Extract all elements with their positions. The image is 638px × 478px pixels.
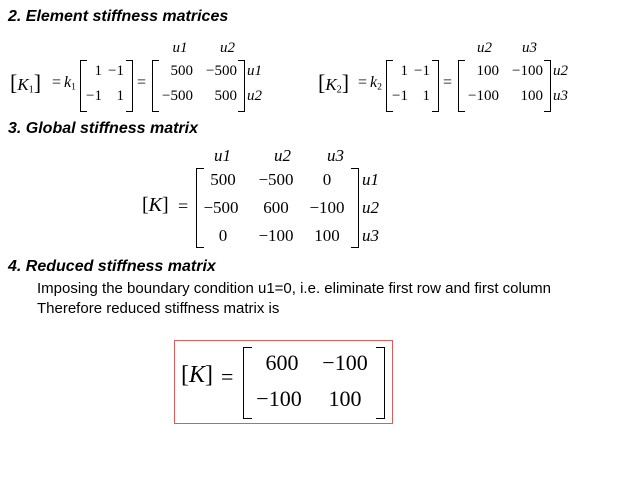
k2-unit-cell: −1 <box>414 63 430 79</box>
k1-row-label: u2 <box>247 88 262 104</box>
global-col-label: u2 <box>274 146 291 165</box>
k2-scalar-symbol: k <box>370 74 378 91</box>
k1-matrix-cell: 500 <box>170 63 193 79</box>
k1-matrix-bracket-right <box>238 60 245 112</box>
global-matrix-cell: 100 <box>314 226 340 245</box>
global-col-label: u1 <box>214 146 231 165</box>
section-2-heading: 2. Element stiffness matrices <box>8 8 229 25</box>
global-matrix-cell: 0 <box>322 170 332 189</box>
global-matrix-bracket-right <box>351 168 359 248</box>
k2-unit-cell: 1 <box>422 88 430 104</box>
reduced-lhs: [K] <box>181 362 214 388</box>
k2-matrix-cell: −100 <box>512 63 543 79</box>
k2-scalar-sub: 2 <box>377 81 382 93</box>
k2-unit-bracket-right <box>432 60 439 112</box>
k2-unit-cell: 1 <box>400 63 408 79</box>
global-col-label: u3 <box>327 146 344 165</box>
global-matrix-cell: −100 <box>309 198 345 217</box>
k2-row-label: u2 <box>553 63 568 79</box>
k1-unit-cell: −1 <box>86 88 102 104</box>
section-3-heading: 3. Global stiffness matrix <box>8 120 198 137</box>
global-equals: = <box>178 196 189 216</box>
k1-matrix-cell: 500 <box>214 88 237 104</box>
k1-matrix-cell: −500 <box>162 88 193 104</box>
k2-col-label: u3 <box>522 40 537 56</box>
reduced-intro-text: Therefore reduced stiffness matrix is <box>37 300 280 317</box>
k2-matrix-cell: 100 <box>520 88 543 104</box>
k1-unit-cell: 1 <box>116 88 124 104</box>
k2-lhs-symbol: K <box>325 75 337 94</box>
global-lhs: [K] <box>142 194 169 216</box>
k1-lhs: $[K_1]$ <box>10 70 42 96</box>
k2-matrix-cell: 100 <box>476 63 499 79</box>
k1-matrix-cell: −500 <box>206 63 237 79</box>
k2-matrix-bracket-right <box>544 60 551 112</box>
k2-equals-1: = <box>358 74 368 91</box>
k1-scalar <box>64 74 76 92</box>
global-row-label: u2 <box>362 198 379 217</box>
global-matrix-cell: −500 <box>258 170 294 189</box>
reduced-matrix-cell: 600 <box>265 350 299 375</box>
global-matrix-cell: −100 <box>258 226 294 245</box>
k1-unit-bracket-right <box>126 60 133 112</box>
k1-lhs-symbol: K <box>17 75 29 94</box>
k2-lhs: $[K_2]$ <box>318 70 350 96</box>
reduced-matrix-cell: −100 <box>256 386 302 411</box>
reduced-lhs-symbol: K <box>189 362 206 388</box>
k2-lhs-sub: 2 <box>336 84 342 96</box>
global-matrix-cell: −500 <box>203 198 239 217</box>
global-row-label: u1 <box>362 170 379 189</box>
k2-col-label: u2 <box>477 40 492 56</box>
global-matrix-cell: 0 <box>218 226 228 245</box>
k2-row-label: u3 <box>553 88 568 104</box>
boundary-condition-text: Imposing the boundary condition u1=0, i.e. eliminate first row and first column <box>37 280 552 297</box>
reduced-matrix-cell: −100 <box>322 350 368 375</box>
reduced-equals: = <box>221 364 234 389</box>
k1-row-label: u1 <box>247 63 262 79</box>
global-row-label: u3 <box>362 226 379 245</box>
k2-unit-cell: −1 <box>392 88 408 104</box>
k1-equals-2: = <box>137 74 147 91</box>
k1-scalar-sub: 1 <box>71 81 76 93</box>
global-matrix-cell: 500 <box>210 170 236 189</box>
reduced-matrix-cell: 100 <box>328 386 362 411</box>
k1-col-label: u2 <box>220 40 235 56</box>
section-4-heading: 4. Reduced stiffness matrix <box>8 258 216 275</box>
k2-scalar <box>370 74 382 92</box>
k1-col-label: u1 <box>172 40 188 56</box>
k2-equals-2: = <box>443 74 453 91</box>
k2-matrix-cell: −100 <box>468 88 499 104</box>
k1-unit-cell: −1 <box>108 63 124 79</box>
global-matrix-cell: 600 <box>263 198 289 217</box>
k1-equals-1: = <box>52 74 62 91</box>
k1-scalar-symbol: k <box>64 74 72 91</box>
k1-unit-cell: 1 <box>94 63 102 79</box>
k1-lhs-sub: 1 <box>28 84 34 96</box>
global-lhs-symbol: K <box>148 194 163 216</box>
